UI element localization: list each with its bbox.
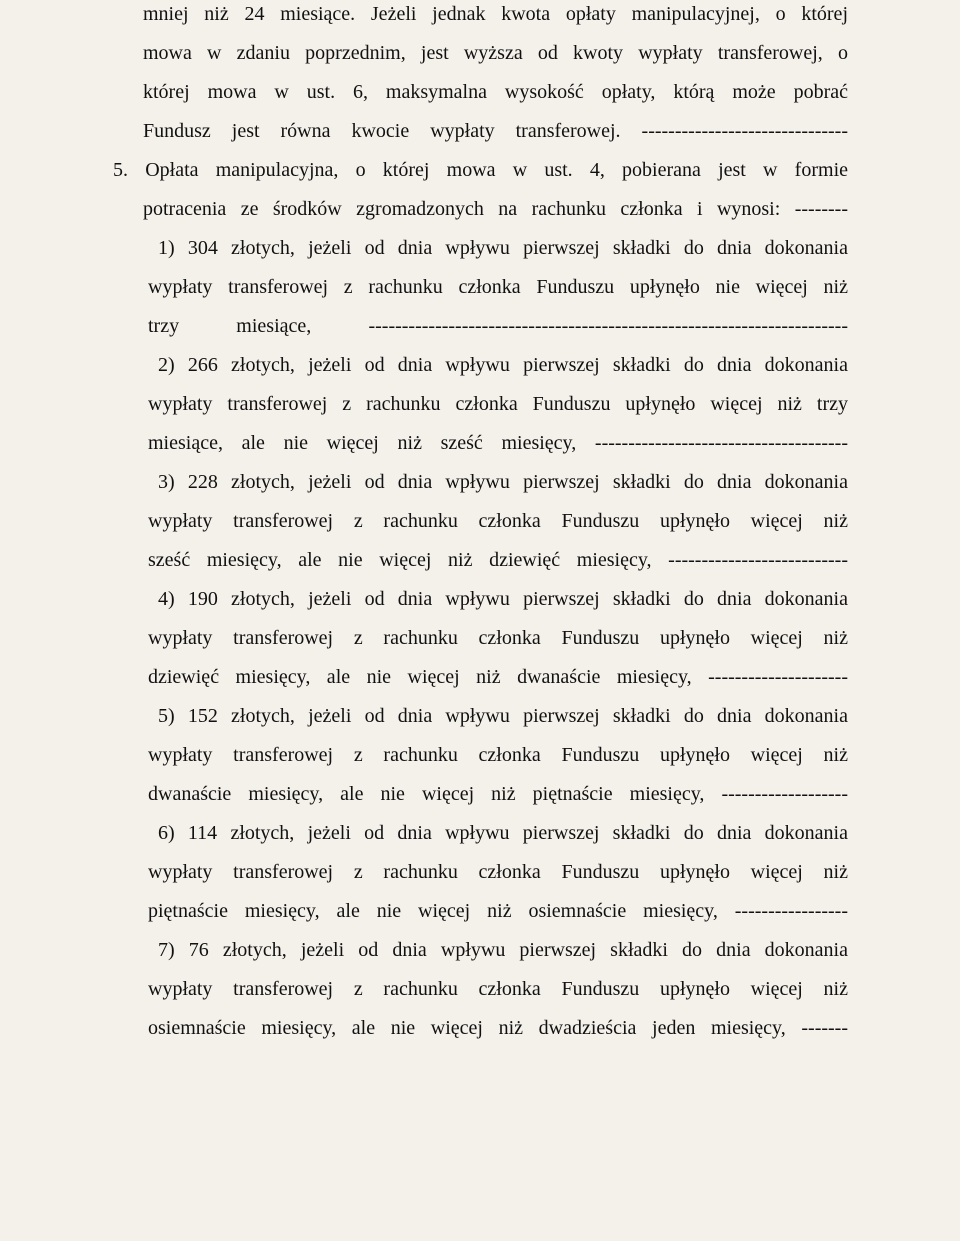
text-line: trzy miesiące, ------------------------------------------------------------------------ — [148, 315, 848, 337]
text-line: wypłaty transferowej z rachunku członka Funduszu upłynęło więcej niż — [148, 627, 848, 649]
text-line: sześć miesięcy, ale nie więcej niż dziewięć miesięcy, --------------------------- — [148, 549, 848, 571]
text-line: wypłaty transferowej z rachunku członka Funduszu upłynęło więcej niż — [148, 510, 848, 532]
text-line: osiemnaście miesięcy, ale nie więcej niż dwadzieścia jeden miesięcy, ------- — [148, 1017, 848, 1039]
text-line: wypłaty transferowej z rachunku członka Funduszu upłynęło więcej niż — [148, 861, 848, 883]
text-line: mowa w zdaniu poprzednim, jest wyższa od kwoty wypłaty transferowej, o — [143, 42, 848, 64]
paragraph-5-first-line: 5. Opłata manipulacyjna, o której mowa w ust. 4, pobierana jest w formie — [113, 159, 848, 181]
list-item-2-first-line: 2) 266 złotych, jeżeli od dnia wpływu pierwszej składki do dnia dokonania — [158, 354, 848, 376]
text-line: potracenia ze środków zgromadzonych na rachunku członka i wynosi: -------- — [143, 198, 848, 220]
list-item-5-first-line: 5) 152 złotych, jeżeli od dnia wpływu pierwszej składki do dnia dokonania — [158, 705, 848, 727]
list-item-4-first-line: 4) 190 złotych, jeżeli od dnia wpływu pierwszej składki do dnia dokonania — [158, 588, 848, 610]
text-line: mniej niż 24 miesiące. Jeżeli jednak kwota opłaty manipulacyjnej, o której — [143, 3, 848, 25]
text-line: wypłaty transferowej z rachunku członka Funduszu upłynęło więcej niż trzy — [148, 393, 848, 415]
list-item-7-first-line: 7) 76 złotych, jeżeli od dnia wpływu pierwszej składki do dnia dokonania — [158, 939, 848, 961]
text-line: której mowa w ust. 6, maksymalna wysokość opłaty, którą może pobrać — [143, 81, 848, 103]
list-item-3-first-line: 3) 228 złotych, jeżeli od dnia wpływu pierwszej składki do dnia dokonania — [158, 471, 848, 493]
text-line: wypłaty transferowej z rachunku członka Funduszu upłynęło nie więcej niż — [148, 276, 848, 298]
text-line: Fundusz jest równa kwocie wypłaty transferowej. ------------------------------- — [143, 120, 848, 142]
text-line: wypłaty transferowej z rachunku członka Funduszu upłynęło więcej niż — [148, 978, 848, 1000]
text-line: dziewięć miesięcy, ale nie więcej niż dwanaście miesięcy, --------------------- — [148, 666, 848, 688]
text-line: piętnaście miesięcy, ale nie więcej niż osiemnaście miesięcy, ----------------- — [148, 900, 848, 922]
text-line: dwanaście miesięcy, ale nie więcej niż piętnaście miesięcy, ------------------- — [148, 783, 848, 805]
list-item-1-first-line: 1) 304 złotych, jeżeli od dnia wpływu pierwszej składki do dnia dokonania — [158, 237, 848, 259]
text-line: wypłaty transferowej z rachunku członka Funduszu upłynęło więcej niż — [148, 744, 848, 766]
list-item-6-first-line: 6) 114 złotych, jeżeli od dnia wpływu pierwszej składki do dnia dokonania — [158, 822, 848, 844]
text-line: miesiące, ale nie więcej niż sześć miesięcy, -------------------------------------- — [148, 432, 848, 454]
